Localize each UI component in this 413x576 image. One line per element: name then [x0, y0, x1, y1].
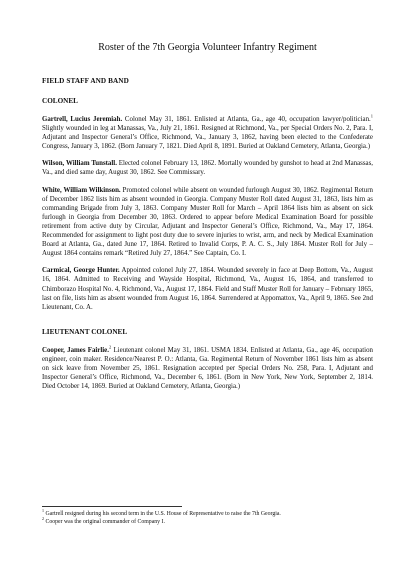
entry-text: Elected colonel February 13, 1862. Mortally wounded by gunshot to head at 2nd Manassas, Va., and died same day, August 30, 1862. See Commissary.	[42, 160, 374, 177]
entry-text: Colonel May 31, 1861. Enlisted at Atlanta, Ga., age 40, occupation lawyer/politician.	[122, 116, 371, 123]
roster-entry-white	[42, 186, 373, 259]
footnote-text: Cooper was the original commander of Company I.	[44, 519, 165, 525]
entry-text: Slightly wounded in leg at Manassas, Va., July 21, 1861. Resigned at Richmond, Va., per Special Orders No. 2, Para. I, Adjutant and Inspector General’s Office, Richmond, Va., January 3, 1862, having been elected to the Confederate Congress, January 3, 1862. (Born January 7, 1821. Died April 8, 1891. Buried at Oakland Cemetery, Atlanta, Georgia.)	[42, 125, 373, 151]
entry-text: Lieutenant colonel May 31, 1861. USMA 1834. Enlisted at Atlanta, Ga., age 46, occupation engineer, coin maker. Residence/Nearest P. O.: Atlanta, Ga. Regimental Return of November 1861 lists him as absent on sick leave from November 25, 1861. Resignation accepted per Special Orders No. 258, Para. I, Adjutant and Inspector General’s Office, Richmond, Va., December 6, 1861. (Born in New York, New York, September 2, 1814. Died October 14, 1869. Buried at Oakland Cemetery, Atlanta, Georgia.)	[42, 346, 373, 391]
entry-name: White, William Wilkinson.	[42, 186, 121, 194]
entry-name: Cooper, James Fairlie.	[42, 346, 109, 354]
footnote-ref[interactable]: 2	[108, 344, 112, 350]
footnotes	[42, 506, 373, 526]
footnote-1	[42, 510, 373, 518]
lieutenant-colonel-heading: LIEUTENANT COLONEL	[42, 327, 128, 336]
footnote-2	[42, 518, 373, 526]
section-heading: FIELD STAFF AND BAND	[42, 77, 129, 85]
footnote-number: 2	[42, 516, 44, 522]
entry-name: Gartrell, Lucius Jeremiah.	[42, 116, 123, 123]
entry-text: Appointed colonel July 27, 1864. Wounded severely in face at Deep Bottom, Va., August 16, 1864. Admitted to Receiving and Wayside Hospital, Richmond, Va., August 16, 1864, and transferred to Chimborazo Hospital No. 4, Richmond, Va., August 17, 1864. Field and Staff Muster Roll for January – February 1865, last on file, lists him as absent wounded from August 16, 1864. Surrendered at Appomattox, Va., April 9, 1865. See 2nd Lieutenant, Co. A.	[42, 267, 374, 311]
colonel-heading: COLONEL	[42, 97, 78, 105]
roster-entry-gartrell	[42, 115, 373, 151]
roster-entry-carmical	[42, 266, 373, 311]
entry-name: Carmical, George Hunter.	[42, 267, 120, 275]
footnote-ref[interactable]: 1	[370, 113, 373, 119]
entry-name: Wilson, William Tunstall.	[42, 160, 117, 168]
entry-text: Promoted colonel while absent on wounded furlough August 30, 1862. Regimental Return of December 1862 lists him as absent wounded in Georgia. Company Muster Roll dated August 31, 1863, lists him as commanding Brigade from July 3, 1863. Company Muster Roll for March – April 1864 lists him as absent on sick furlough in Georgia from December 30, 1863. Ordered to appear before Medical Examination Board for possible retirement from active duty by Circular, Adjutant and Inspector General’s Office, Richmond, Va., May 17, 1864. Recommended for assignment to light post duty due to severe injuries to wrist, arm, and neck by Medical Examination Board at Atlanta, Ga., dated June 17, 1864. Retired to Invalid Corps, P. A. C. S., July 1864. Muster Roll for July – August 1864 contains remark “Retired July 27, 1864.” See Captain, Co. I.	[42, 186, 373, 258]
page-title: Roster of the 7th Georgia Volunteer Infantry Regiment	[98, 42, 317, 53]
footnote-number: 1	[42, 508, 44, 514]
roster-entry-cooper	[42, 346, 373, 391]
footnote-divider	[42, 506, 182, 507]
roster-entry-wilson	[42, 159, 373, 177]
footnote-text: Gartrell resigned during his second term in the U.S. House of Representative to raise the 7th Georgia.	[44, 511, 281, 517]
